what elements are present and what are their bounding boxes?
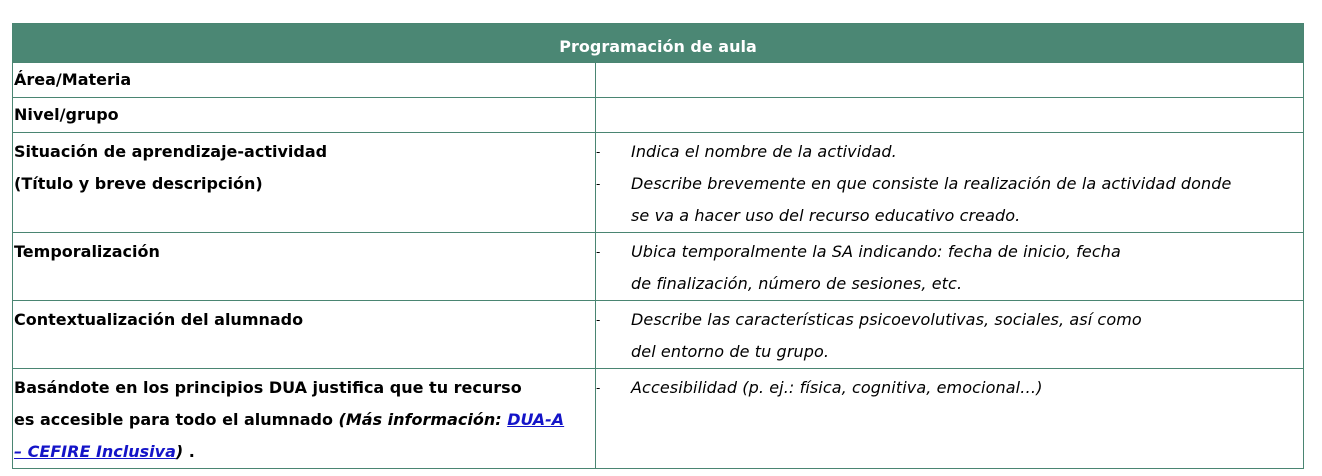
situacion-bullet-2-text-line-1: Describe brevemente en que consiste la realización de la actividad donde (631, 174, 1232, 193)
contexto-label-cell (13, 301, 596, 369)
area-label: Área/Materia (14, 70, 132, 89)
contexto-bullet-continued (596, 336, 1303, 368)
temporalizacion-value-cell[interactable] (596, 233, 1304, 301)
dua-a-link[interactable]: DUA-A (507, 410, 565, 429)
table-title: Programación de aula (13, 24, 1304, 63)
programacion-table (12, 23, 1304, 469)
temporalizacion-bullet-continued (596, 268, 1303, 300)
temporalizacion-text-line-1: Ubica temporalmente la SA indicando: fecha de inicio, fecha (631, 242, 1121, 261)
dua-bullet-text: Accesibilidad (p. ej.: física, cognitiva, emocional…) (631, 378, 1043, 397)
situacion-bullet-2-text-line-2: se va a hacer uso del recurso educativo creado. (631, 206, 1021, 225)
nivel-label-cell (13, 98, 596, 133)
dua-close-paren: ) (175, 442, 184, 461)
table-row-contexto (13, 301, 1304, 369)
table-row-temporalizacion (13, 233, 1304, 301)
dua-more-info: (Más información: (338, 410, 508, 429)
situacion-value-cell[interactable] (596, 133, 1304, 233)
situacion-bullet-2 (596, 168, 1303, 200)
temporalizacion-label: Temporalización (14, 242, 160, 261)
table-row-nivel (13, 98, 1304, 133)
contexto-text-line-2: del entorno de tu grupo. (631, 342, 830, 361)
table-row-dua (13, 369, 1304, 469)
table-row-area (13, 63, 1304, 98)
nivel-value-cell[interactable] (596, 98, 1304, 133)
table-row-situacion (13, 133, 1304, 233)
dua-label-line-2 (13, 404, 595, 436)
situacion-bullet-1-text: Indica el nombre de la actividad. (631, 142, 897, 161)
nivel-label: Nivel/grupo (14, 105, 119, 124)
situacion-label-line-1: Situación de aprendizaje-actividad (14, 142, 328, 161)
bullet-dash: - (596, 313, 601, 327)
area-value-cell[interactable] (596, 63, 1304, 98)
bullet-dash: - (596, 145, 601, 159)
situacion-bullet-1 (596, 136, 1303, 168)
contexto-label: Contextualización del alumnado (14, 310, 304, 329)
dua-bullet (596, 372, 1303, 404)
bullet-dash: - (596, 177, 601, 191)
dua-label-line-2-text: es accesible para todo el alumnado (14, 410, 339, 429)
dua-label-cell (13, 369, 596, 469)
bullet-dash: - (596, 381, 601, 395)
area-label-cell (13, 63, 596, 98)
contexto-value-cell[interactable] (596, 301, 1304, 369)
dua-value-cell[interactable] (596, 369, 1304, 469)
dua-label-line-3 (13, 436, 595, 468)
contexto-text-line-1: Describe las características psicoevolutivas, sociales, así como (631, 310, 1142, 329)
contexto-bullet (596, 304, 1303, 336)
situacion-label-line-2: (Título y breve descripción) (14, 174, 263, 193)
temporalizacion-label-cell (13, 233, 596, 301)
cefire-inclusiva-link[interactable]: – CEFIRE Inclusiva (14, 442, 176, 461)
dua-period: . (183, 442, 195, 461)
bullet-dash: - (596, 245, 601, 259)
situacion-bullet-2-continued (596, 200, 1303, 232)
situacion-label-cell (13, 133, 596, 233)
dua-label-line-1: Basándote en los principios DUA justifica que tu recurso (14, 378, 522, 397)
programacion-table-wrapper (12, 23, 1303, 469)
temporalizacion-text-line-2: de finalización, número de sesiones, etc. (631, 274, 963, 293)
temporalizacion-bullet (596, 236, 1303, 268)
